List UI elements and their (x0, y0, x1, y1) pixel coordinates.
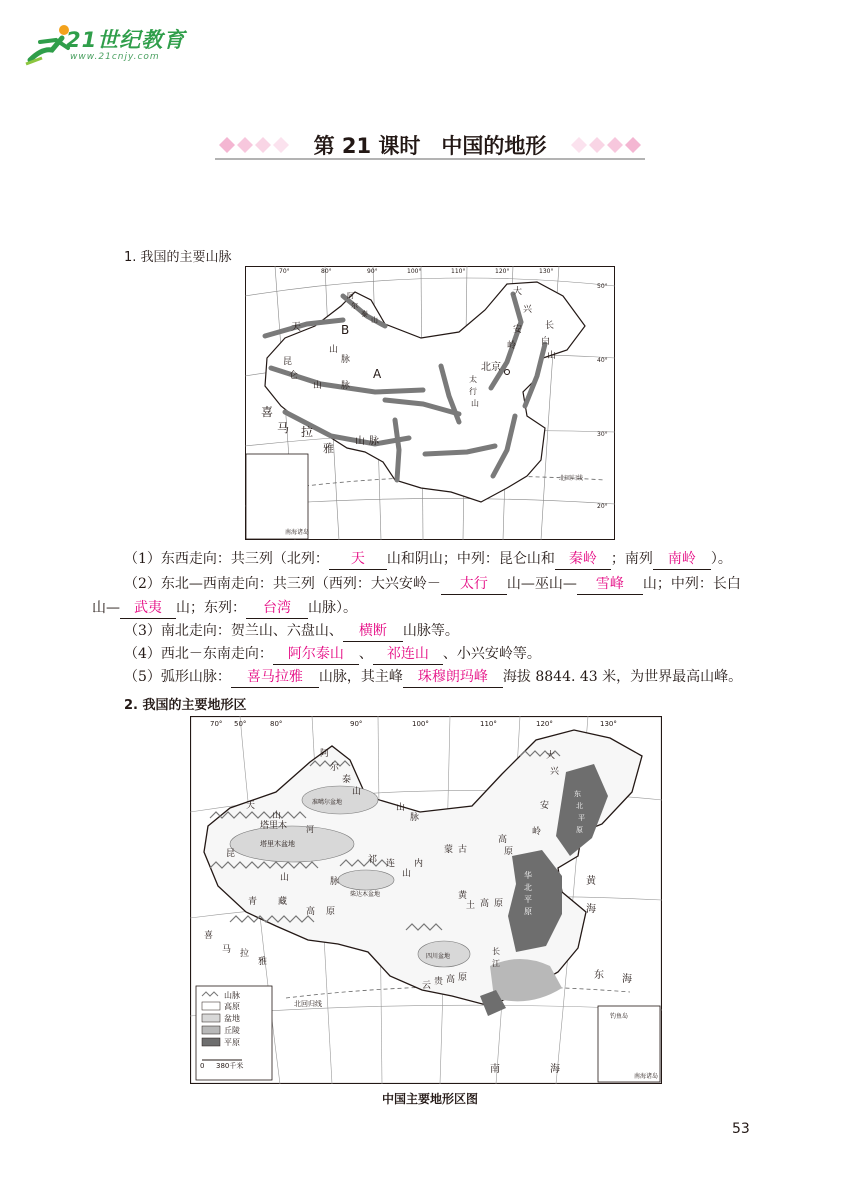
map-label: 北回归线 (294, 1000, 322, 1008)
answer-blank: 喜马拉雅 (231, 667, 319, 688)
map-label: 原 (494, 899, 504, 909)
map-label: 高 (498, 835, 508, 845)
legend-label: 丘陵 (224, 1026, 240, 1035)
map-label: 平 (578, 814, 585, 822)
tick-label: 90° (350, 720, 363, 728)
map-label: 脉 (330, 877, 340, 887)
map-label: 黄 (458, 891, 468, 901)
item-text: 山—巫山— (506, 576, 577, 592)
map-label: 高 (480, 899, 490, 909)
scale-zero: 0 (200, 1062, 205, 1070)
answer-blank: 珠穆朗玛峰 (403, 667, 503, 688)
item-text: 山；东列： (176, 600, 246, 616)
map-label: 南 (490, 1064, 500, 1075)
map-label: 天 (246, 801, 256, 811)
section1-heading: 1. 我国的主要山脉 (124, 250, 232, 265)
map-label: 山 (272, 811, 282, 821)
map-label: 长 (492, 947, 500, 956)
map-label: 山 (329, 345, 339, 355)
item-text: 山脉）。 (308, 600, 357, 616)
legend-swatch (202, 1038, 220, 1046)
map-label: 太 (469, 375, 477, 384)
map-label: 塔里木 (260, 821, 288, 831)
legend-label: 平原 (224, 1038, 240, 1047)
answer-blank: 雪峰 (577, 574, 643, 595)
landforms-map (190, 716, 662, 1084)
map-label: 准噶尔盆地 (312, 799, 343, 806)
answer-blank: 武夷 (120, 598, 176, 619)
answer-blank: 天 (329, 549, 387, 570)
map-label: A (373, 367, 382, 381)
map-label: 古 (458, 845, 468, 855)
tick-label: 130° (539, 268, 554, 275)
map-label: 贵 (434, 977, 444, 987)
map-label: 脉 (341, 355, 351, 365)
map-label: B (341, 323, 350, 337)
map-label: 兴 (523, 305, 533, 315)
tick-label: 50° (234, 720, 247, 728)
tick-label: 20° (597, 503, 608, 510)
tick-label: 120° (536, 720, 553, 728)
item-text: （5）弧形山脉： (124, 669, 231, 685)
mountains-map (245, 266, 615, 540)
logo-url: www.21cnjy.com (70, 52, 160, 62)
map-label: 喜 (204, 931, 214, 941)
map-label: 行 (469, 387, 477, 396)
map-label: 海 (586, 904, 596, 915)
map-label: 尔 (351, 302, 358, 310)
map-label: 马 (277, 421, 290, 435)
map-label: 原 (504, 847, 514, 857)
item-text: （3）南北走向：贺兰山、六盘山、 (124, 623, 343, 639)
map-label: 天 (291, 322, 301, 333)
tick-label: 80° (270, 720, 283, 728)
map-label: 土 (466, 901, 476, 911)
map-label: 拉 (301, 425, 314, 439)
answer-blank: 阿尔泰山 (273, 644, 359, 665)
map-label: 昆 (283, 357, 293, 367)
map-label: 南海诸岛 (634, 1073, 659, 1080)
map-label: 高 (446, 975, 456, 985)
map-label: 河 (306, 825, 314, 834)
legend-label: 高原 (224, 1002, 240, 1011)
item-text: （2）东北—西南走向：共三列（西列：大兴安岭－ (124, 576, 441, 592)
tick-label: 120° (495, 268, 510, 275)
map-label: 连 (386, 859, 396, 869)
map-label: 东 (574, 790, 581, 798)
map-label: 海 (550, 1064, 560, 1075)
map-label: 柴达木盆地 (350, 891, 381, 898)
map-label: 北京 (481, 362, 501, 373)
map-label: 脉 (341, 381, 351, 391)
legend-label: 盆地 (224, 1014, 240, 1023)
map-label: 山 (371, 316, 378, 324)
map-label: 山 (355, 436, 365, 447)
legend-swatch (202, 1026, 220, 1034)
map-label: 江 (492, 959, 500, 968)
answer-blank: 太行 (441, 574, 507, 595)
map-label: 拉 (240, 949, 250, 959)
map-label: 岭 (532, 827, 542, 837)
answer-blank: 祁连山 (373, 644, 443, 665)
map-label: 泰 (361, 310, 368, 318)
map-label: 泰 (342, 775, 352, 785)
item-3 (124, 621, 459, 642)
answer-blank: 南岭 (653, 549, 711, 570)
item-2-cont (92, 598, 357, 619)
answer-blank: 台湾 (246, 598, 308, 619)
map-label: 山 (471, 399, 479, 408)
map-label: 阿 (320, 749, 330, 759)
map-label: 原 (576, 826, 583, 834)
tick-label: 30° (597, 431, 608, 438)
tick-label: 110° (480, 720, 497, 728)
map-label: 山 (352, 787, 362, 797)
item-text: 山脉，其主峰 (318, 669, 403, 685)
map-label: 四川盆地 (426, 953, 451, 960)
map-label: 藏 (278, 897, 288, 907)
map-label: 雅 (323, 442, 334, 455)
item-1 (124, 549, 732, 570)
item-text: ）。 (710, 551, 732, 567)
item-2 (124, 574, 741, 595)
item-text: 海拔 8844. 43 米，为世界最高山峰。 (502, 669, 743, 685)
map-label: 蒙 (444, 845, 454, 855)
map-label: 昆 (226, 849, 236, 859)
map-label: 华 (524, 871, 532, 880)
map-label: 东 (594, 970, 604, 981)
section2-heading: 2. 我国的主要地形区 (124, 698, 247, 713)
map-label: 原 (458, 973, 468, 983)
item-text: （4）西北－东南走向： (124, 646, 273, 662)
item-text: 山和阴山；中列：昆仑山和 (386, 551, 555, 567)
map-label: 高 (306, 907, 316, 917)
tick-label: 70° (279, 268, 290, 275)
map-label: 山 (313, 381, 323, 391)
item-text: ；南列 (610, 551, 653, 567)
legend-swatch (202, 1002, 220, 1010)
map-label: 马 (222, 945, 232, 955)
map-label: 山 (402, 869, 412, 879)
map-label: 黄 (586, 876, 596, 887)
map-label: 大 (513, 287, 523, 297)
map-label: 长 (545, 321, 555, 331)
map-label: 青 (248, 897, 258, 907)
map-label: 北 (524, 883, 532, 892)
tick-label: 50° (597, 283, 608, 290)
legend-label: 山脉 (224, 991, 240, 1000)
map-label: 北 (576, 802, 583, 810)
tick-label: 90° (367, 268, 378, 275)
map-label: 塔里木盆地 (260, 840, 295, 848)
tick-label: 130° (600, 720, 617, 728)
item-text: 山— (92, 600, 120, 616)
item-text: 山脉等。 (402, 623, 459, 639)
map-label: 北回归线 (559, 475, 584, 482)
map-label: 喜 (261, 405, 274, 419)
tick-label: 100° (407, 268, 422, 275)
map-label: 岭 (507, 341, 517, 351)
item-text: 、 (358, 646, 373, 662)
map-label: 原 (326, 907, 336, 917)
tick-label: 40° (597, 357, 608, 364)
map-label: 内 (414, 859, 424, 869)
map-caption: 中国主要地形区图 (381, 1092, 478, 1106)
map-label: 海 (622, 974, 632, 985)
map-label: 山 (396, 803, 406, 813)
map-label: 原 (524, 907, 532, 916)
map-label: 山 (547, 351, 557, 361)
map-label: 祁 (368, 855, 378, 865)
page-title: 第 21 课时 中国的地形 (313, 134, 547, 158)
logo-text: 21世纪教育 (66, 28, 186, 52)
map-label: 雅 (258, 957, 268, 967)
map-label: 平 (524, 895, 532, 904)
map-label: 脉 (410, 813, 420, 823)
map-label: 脉 (369, 436, 379, 447)
map-label: 兴 (550, 767, 560, 777)
map-label: 南海诸岛 (285, 529, 310, 536)
legend-swatch (202, 1014, 220, 1022)
item-text: （1）东西走向：共三列（北列： (124, 551, 329, 567)
tick-label: 70° (210, 720, 223, 728)
item-text: 、小兴安岭等。 (442, 646, 541, 662)
map-label: 尔 (330, 763, 340, 773)
map-label: 白 (541, 337, 551, 347)
item-4 (124, 644, 541, 665)
map-label: 安 (540, 801, 550, 811)
tick-label: 100° (412, 720, 429, 728)
scale-text: 380千米 (216, 1062, 244, 1070)
map-label: 云 (422, 981, 432, 991)
item-5 (124, 667, 742, 688)
map-label: 阿 (347, 292, 354, 300)
map-label: 仑 (289, 371, 299, 381)
tick-label: 80° (321, 268, 332, 275)
map-label: 钓鱼岛 (610, 1013, 629, 1020)
tick-label: 110° (451, 268, 466, 275)
map-label: 安 (513, 325, 523, 335)
page-number: 53 (732, 1121, 750, 1137)
map-label: 大 (546, 751, 556, 761)
answer-blank: 秦岭 (555, 549, 611, 570)
item-text: 山；中列：长白 (642, 576, 741, 592)
answer-blank: 横断 (343, 621, 403, 642)
map-label: 山 (280, 873, 290, 883)
